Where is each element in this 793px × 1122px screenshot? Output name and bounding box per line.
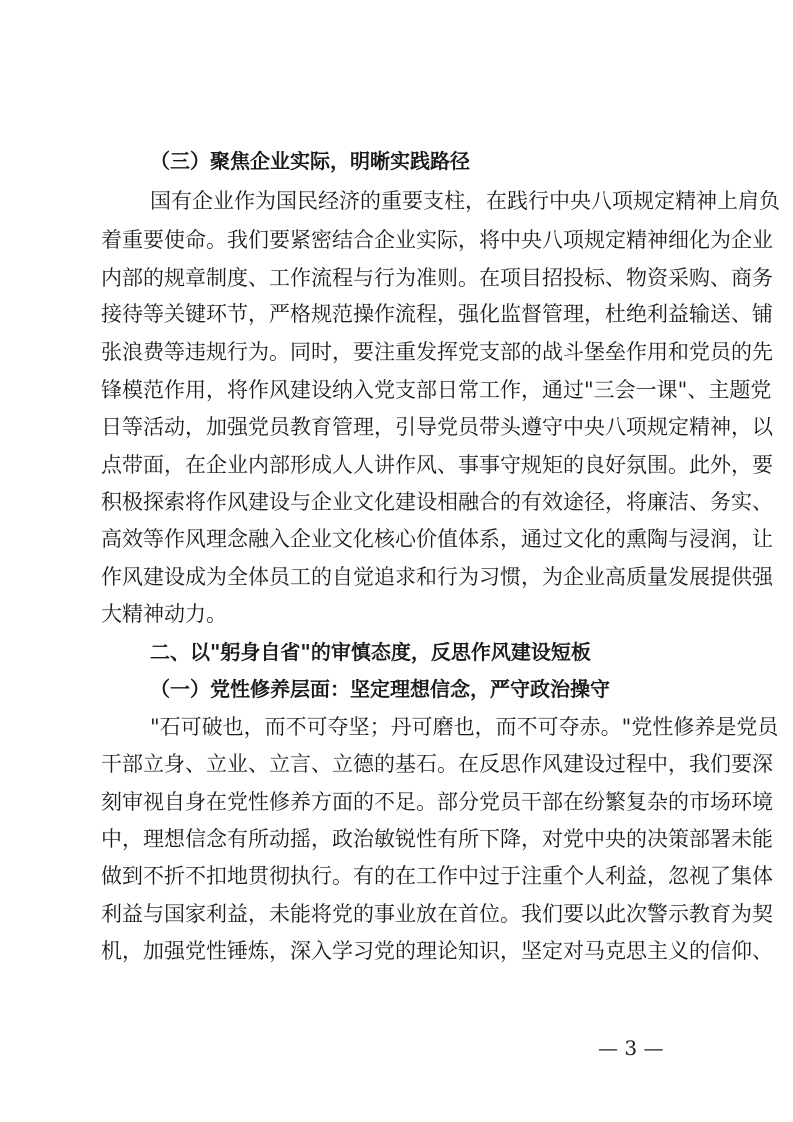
paragraph-line: 张浪费等违规行为。同时，要注重发挥党支部的战斗堡垒作用和党员的先 bbox=[101, 340, 773, 364]
subsection-heading-3: （三）聚焦企业实际，明晰实践路径 bbox=[150, 149, 470, 173]
paragraph-line: 作风建设成为全体员工的自觉追求和行为习惯，为企业高质量发展提供强 bbox=[101, 565, 773, 589]
paragraph-line: 接待等关键环节，严格规范操作流程，强化监督管理，杜绝利益输送、铺 bbox=[101, 302, 773, 326]
paragraph-line: 着重要使命。我们要紧密结合企业实际，将中央八项规定精神细化为企业 bbox=[101, 228, 773, 252]
paragraph-line: 利益与国家利益，未能将党的事业放在首位。我们要以此次警示教育为契 bbox=[101, 902, 773, 926]
paragraph-line: 积极探索将作风建设与企业文化建设相融合的有效途径，将廉洁、务实、 bbox=[101, 490, 773, 514]
paragraph-line: 做到不折不扣地贯彻执行。有的在工作中过于注重个人利益，忽视了集体 bbox=[101, 864, 773, 888]
paragraph-line: 中，理想信念有所动摇，政治敏锐性有所下降，对党中央的决策部署未能 bbox=[101, 827, 773, 851]
paragraph-line: 机，加强党性锤炼，深入学习党的理论知识，坚定对马克思主义的信仰、 bbox=[101, 939, 773, 963]
paragraph-line: 内部的规章制度、工作流程与行为准则。在项目招投标、物资采购、商务 bbox=[101, 266, 773, 290]
page-number: — 3 — bbox=[598, 1036, 664, 1060]
paragraph-line: 干部立身、立业、立言、立德的基石。在反思作风建设过程中，我们要深 bbox=[101, 752, 773, 776]
paragraph-line: 日等活动，加强党员教育管理，引导党员带头遵守中央八项规定精神，以 bbox=[101, 415, 773, 439]
subsection-heading-1: （一）党性修养层面：坚定理想信念，严守政治操守 bbox=[150, 677, 610, 701]
paragraph-line: 国有企业作为国民经济的重要支柱，在践行中央八项规定精神上肩负 bbox=[150, 189, 780, 213]
paragraph-line: 高效等作风理念融入企业文化核心价值体系，通过文化的熏陶与浸润，让 bbox=[101, 527, 773, 551]
paragraph-line: "石可破也，而不可夺坚；丹可磨也，而不可夺赤。"党性修养是党员 bbox=[150, 715, 779, 739]
paragraph-line: 大精神动力。 bbox=[101, 602, 227, 626]
paragraph-line: 点带面，在企业内部形成人人讲作风、事事守规矩的良好氛围。此外，要 bbox=[101, 453, 773, 477]
section-heading-2: 二、以"躬身自省"的审慎态度，反思作风建设短板 bbox=[150, 640, 591, 664]
paragraph-line: 锋模范作用，将作风建设纳入党支部日常工作，通过"三会一课"、主题党 bbox=[101, 378, 772, 402]
paragraph-line: 刻审视自身在党性修养方面的不足。部分党员干部在纷繁复杂的市场环境 bbox=[101, 790, 773, 814]
